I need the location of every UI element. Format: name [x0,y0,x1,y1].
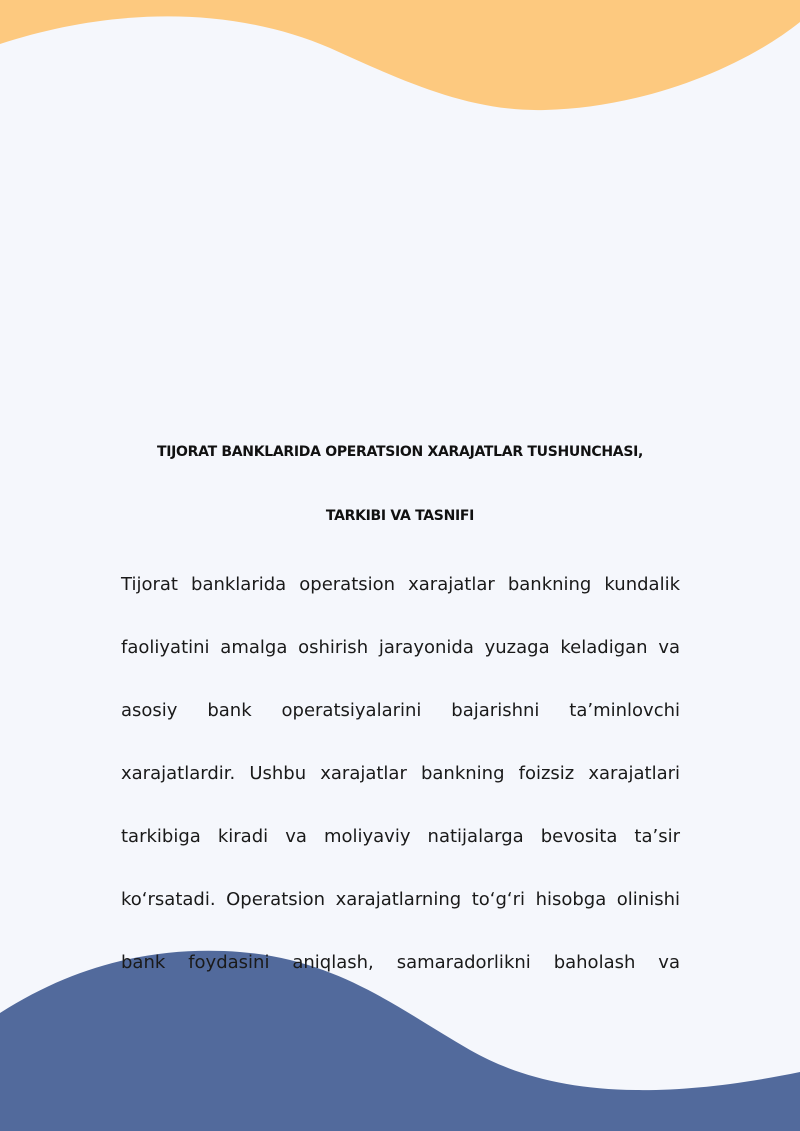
body-line: asosiy bank operatsiyalarini bajarishni ta’minlovchi [121,700,680,721]
body-line: Tijorat banklarida operatsion xarajatlar bankning kundalik [121,574,680,595]
body-paragraph [121,553,680,994]
body-line: tarkibiga kiradi va moliyaviy natijalarga bevosita ta’sir [121,826,680,847]
body-line: faoliyatini amalga oshirish jarayonida yuzaga keladigan va [121,637,680,658]
top-wave-shape [0,0,800,110]
document-title-line-2: TARKIBI VA TASNIFI [325,508,475,524]
body-line: xarajatlardir. Ushbu xarajatlar bankning foizsiz xarajatlari [121,763,680,784]
body-line: bank foydasini aniqlash, samaradorlikni baholash va [121,952,680,973]
body-line: ko‘rsatadi. Operatsion xarajatlarning to‘g‘ri hisobga olinishi [121,889,680,910]
document-title-line-1: TIJORAT BANKLARIDA OPERATSION XARAJATLAR TUSHUNCHASI, [156,444,644,460]
